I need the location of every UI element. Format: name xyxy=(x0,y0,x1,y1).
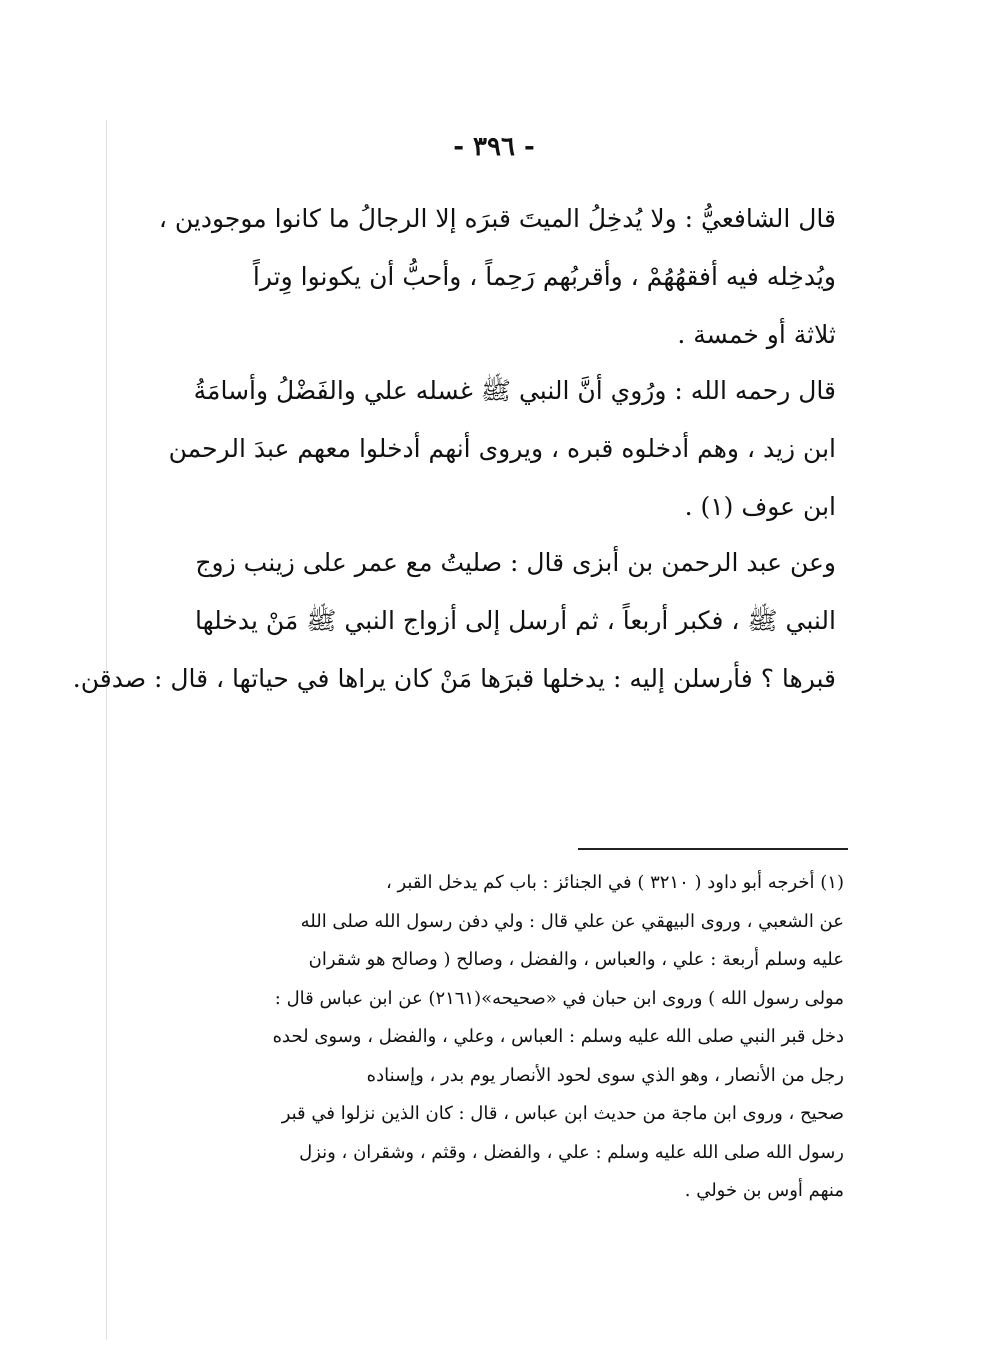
paragraph-line: ويُدخِله فيه أفقهُهُمْ ، وأقربُهم رَحِماً ، وأحبُّ أن يكونوا وِتراً xyxy=(252,262,836,291)
footnote-line: عن الشعبي ، وروى البيهقي عن علي قال : ولي دفن رسول الله صلى الله xyxy=(300,910,844,932)
paragraph-line: قال رحمه الله : ورُوي أنَّ النبي ﷺ غسله علي والفَضْلُ وأسامَةُ xyxy=(193,376,836,405)
footnote-line: دخل قبر النبي صلى الله عليه وسلم : العباس ، وعلي ، والفضل ، وسوى لحده xyxy=(272,1026,844,1047)
footnote-line: رسول الله صلى الله عليه وسلم : علي ، والفضل ، وقثم ، وشقران ، ونزل xyxy=(299,1141,844,1163)
paragraph-line: ابن عوف (١) . xyxy=(684,492,836,521)
footnote-line: منهم أوس بن خولي . xyxy=(684,1180,844,1201)
footnote-line: (١) أخرجه أبو داود ( ٣٢١٠ ) في الجنائز : باب كم يدخل القبر ، xyxy=(385,872,844,893)
paragraph-narration xyxy=(160,362,836,536)
page-number: - ٣٩٦ - xyxy=(453,132,535,162)
paragraph-abza xyxy=(72,534,836,708)
footnote-line: مولى رسول الله ) وروى ابن حبان في «صحيحه»(٢١٦١) عن ابن عباس قال : xyxy=(274,987,844,1009)
footnote-divider xyxy=(578,848,848,850)
paragraph-line: وعن عبد الرحمن بن أبزى قال : صليتُ مع عمر على زينب زوج xyxy=(195,548,836,577)
scan-margin-line xyxy=(106,120,107,1340)
footnote-line: رجل من الأنصار ، وهو الذي سوى لحود الأنصار يوم بدر ، وإسناده xyxy=(366,1064,844,1086)
footnote-line: عليه وسلم أربعة : علي ، والعباس ، والفضل ، وصالح ( وصالح هو شقران xyxy=(308,949,844,970)
footnotes xyxy=(180,864,844,1211)
paragraph-line: قال الشافعيُّ : ولا يُدخِلُ الميتَ قبرَه إلا الرجالُ ما كانوا موجودين ، xyxy=(158,204,836,233)
paragraph-line: قبرها ؟ فأرسلن إليه : يدخلها قبرَها مَنْ كان يراها في حياتها ، قال : صدقن. xyxy=(72,664,836,693)
paragraph-line: النبي ﷺ ، فكبر أربعاً ، ثم أرسل إلى أزواج النبي ﷺ مَنْ يدخلها xyxy=(194,606,836,635)
paragraph-shafii xyxy=(160,190,836,364)
paragraph-line: ابن زيد ، وهم أدخلوه قبره ، ويروى أنهم أدخلوا معهم عبدَ الرحمن xyxy=(168,434,836,463)
footnote-line: صحيح ، وروى ابن ماجة من حديث ابن عباس ، قال : كان الذين نزلوا في قبر xyxy=(281,1103,844,1124)
paragraph-line: ثلاثة أو خمسة . xyxy=(677,320,836,349)
